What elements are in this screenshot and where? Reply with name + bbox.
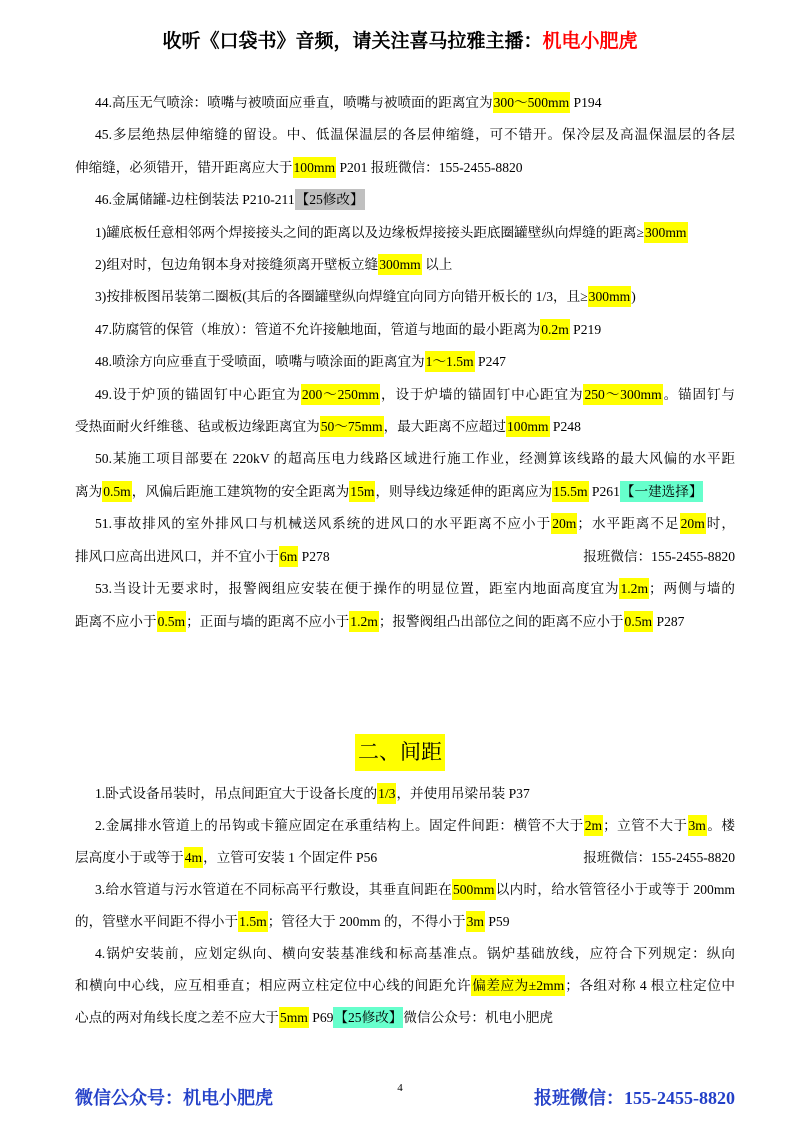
text-line [75, 573, 735, 605]
highlighted-value: 300mm [378, 254, 422, 275]
text-run: ，设于炉墙的锚固钉中心距宜为 [380, 386, 584, 402]
text-run: P194 [570, 95, 602, 110]
highlighted-value: 300mm [644, 222, 688, 243]
item-paragraph [75, 249, 735, 281]
text-run: P248 [549, 419, 581, 435]
text-run: 排风口应高出进风口，并不宜小于 [75, 548, 279, 564]
text-line [75, 217, 735, 249]
text-run: ；报警阀组凸出部位之间的距离不应小于 [378, 613, 624, 629]
item-paragraph [75, 184, 735, 216]
text-line [75, 606, 735, 638]
section-two-content [75, 778, 735, 1034]
text-run: 48.喷涂方向应垂直于受喷面，喷嘴与喷涂面的距离宜为 [95, 354, 425, 370]
text-line [75, 119, 735, 151]
highlighted-value: 【25修改】 [295, 189, 365, 210]
text-line [75, 778, 735, 810]
text-run: 50.某施工项目部要在 220kV 的超高压电力线路区域进行施工作业，经测算该线路的最大风偏的水平距 [95, 451, 735, 467]
text-run: 微信公众号：机电小肥虎 [403, 1010, 553, 1025]
text-run: ，最大距离不应超过 [383, 419, 506, 435]
highlighted-value: 3m [466, 911, 485, 932]
text-line [75, 508, 735, 540]
highlighted-value: 3m [688, 815, 707, 836]
highlighted-value: 1～1.5m [425, 351, 475, 372]
highlighted-value: 0.5m [102, 481, 132, 502]
text-line [75, 443, 735, 475]
item-paragraph [75, 87, 735, 119]
highlighted-value: 15.5m [552, 481, 588, 502]
item-paragraph [75, 217, 735, 249]
text-run: 2.金属排水管道上的吊钩或卡箍应固定在承重结构上。固定件间距：横管不大于 [95, 818, 584, 833]
text-run: ) [631, 289, 636, 305]
text-run: 心点的两对角线长度之差不应大于 [75, 1010, 279, 1025]
highlighted-value: 100mm [506, 416, 550, 437]
text-line [75, 87, 735, 119]
item-paragraph [75, 938, 735, 1034]
highlighted-value: 1.5m [238, 911, 268, 932]
contact-note: 报班微信：155-2455-8820 [583, 548, 735, 564]
text-line [75, 810, 735, 842]
page-header [0, 28, 800, 56]
section-one-content [75, 87, 735, 638]
text-run: ；两侧与墙的 [649, 581, 735, 597]
text-run: 3.给水管道与污水管道在不同标高平行敷设，其垂直间距在 [95, 882, 452, 897]
text-run: 距离不应小于 [75, 613, 157, 629]
item-paragraph [75, 346, 735, 378]
text-run: 伸缩缝，必须错开，错开距离应大于 [75, 159, 293, 175]
page-number: 4 [397, 1082, 403, 1094]
highlighted-value: 1/3 [377, 783, 396, 804]
highlighted-value: 4m [184, 847, 203, 868]
text-run: P278 [298, 548, 330, 564]
text-run: P247 [474, 354, 506, 370]
text-line [75, 184, 735, 216]
text-line [75, 541, 735, 573]
item-paragraph [75, 508, 735, 573]
text-line [75, 874, 735, 906]
text-line [75, 938, 735, 970]
item-paragraph [75, 281, 735, 313]
item-paragraph [75, 573, 735, 638]
text-run: 层高度小于或等于 [75, 850, 184, 865]
text-line [75, 379, 735, 411]
highlighted-value: 500mm [452, 879, 496, 900]
text-run: 53.当设计无要求时，报警阀组应安装在便于操作的明显位置，距室内地面高度宜为 [95, 581, 620, 597]
item-paragraph [75, 379, 735, 444]
text-run: ；各组对称 4 根立柱定位中 [565, 978, 736, 993]
text-run: 45.多层绝热层伸缩缝的留设。中、低温保温层的各层伸缩缝，可不错开。保冷层及高温保温层的各层 [95, 127, 735, 143]
text-run: 时， [705, 516, 736, 532]
highlighted-value: 6m [279, 546, 298, 567]
text-run: 。楼 [706, 818, 735, 833]
text-run: ；立管不大于 [603, 818, 688, 833]
highlighted-value: 50～75mm [320, 416, 384, 437]
text-line [75, 842, 735, 874]
text-run: 以上 [421, 257, 453, 273]
text-run: 4.锅炉安装前，应划定纵向、横向安装基准线和标高基准点。锅炉基础放线，应符合下列规定：纵向 [95, 946, 735, 961]
text-run: 44.高压无气喷涂：喷嘴与被喷面应垂直，喷嘴与被喷面的距离宜为 [95, 95, 493, 110]
text-run: ；水平距离不足 [577, 516, 680, 532]
text-run: 受热面耐火纤维毯、毡或板边缘距离宜为 [75, 419, 320, 435]
item-paragraph [75, 874, 735, 938]
text-run: P287 [653, 613, 685, 629]
text-line [75, 411, 735, 443]
highlighted-value: 5mm [279, 1007, 309, 1028]
footer-contact: 报班微信：155-2455-8820 [534, 1088, 735, 1108]
text-line [75, 314, 735, 346]
text-run: 2)组对时，包边角钢本身对接缝须离开壁板立缝 [95, 257, 379, 273]
text-run: 以内时，给水管管径小于或等于 200mm [495, 882, 735, 897]
text-run: ，立管可安装 1 个固定件 P56 [203, 850, 378, 865]
highlighted-value: 1.2m [349, 611, 379, 632]
item-paragraph [75, 778, 735, 810]
text-run: 1)罐底板任意相邻两个焊接接头之间的距离以及边缘板焊接接头距底圈罐壁纵向焊缝的距离≥ [95, 224, 644, 240]
text-run: 1.卧式设备吊装时，吊点间距宜大于设备长度的 [95, 786, 378, 801]
highlighted-value: 300mm [588, 286, 632, 307]
text-run: 3)按排板图吊装第二圈板(其后的各圈罐壁纵向焊缝宜向同方向错开板长的 1/3，且≥ [95, 289, 588, 305]
highlighted-value: 【25修改】 [333, 1007, 403, 1028]
section-two-heading [0, 734, 800, 771]
text-run: 47.防腐管的保管（堆放）：管道不允许接触地面，管道与地面的最小距离为 [95, 321, 541, 337]
item-paragraph [75, 810, 735, 874]
text-run: 49.设于炉顶的锚固钉中心距宜为 [95, 386, 301, 402]
highlighted-value: 200～250mm [301, 384, 380, 405]
highlighted-value: 0.5m [624, 611, 654, 632]
text-run: 51.事故排风的室外排风口与机械送风系统的进风口的水平距离不应小于 [95, 516, 552, 532]
text-line [75, 1002, 735, 1034]
text-line [75, 281, 735, 313]
highlighted-value: 偏差应为±2mm [471, 975, 565, 996]
highlighted-value: 100mm [293, 157, 337, 178]
text-run: P261 [588, 483, 620, 499]
header-prefix: 收听《口袋书》音频，请关注喜马拉雅主播： [162, 31, 543, 52]
footer-wechat-account: 微信公众号：机电小肥虎 [75, 1088, 273, 1108]
text-run: ，并使用吊梁吊装 P37 [396, 786, 530, 801]
highlighted-value: 1.2m [619, 578, 649, 599]
text-run: 。锚固钉与 [662, 386, 736, 402]
highlighted-value: 250～300mm [583, 384, 662, 405]
text-line [75, 476, 735, 508]
text-run: ；管径大于 200mm 的，不得小于 [267, 914, 466, 929]
text-run: P69 [308, 1010, 334, 1025]
text-run: P59 [484, 914, 510, 929]
text-line [75, 346, 735, 378]
text-run: 的，管壁水平间距不得小于 [75, 914, 239, 929]
text-run: ，风偏后距施工建筑物的安全距离为 [131, 483, 350, 499]
highlighted-value: 20m [551, 513, 577, 534]
text-line [75, 970, 735, 1002]
text-run: P201 报班微信：155-2455-8820 [336, 159, 523, 175]
highlighted-value: 【一建选择】 [620, 481, 704, 502]
text-line [75, 906, 735, 938]
header-anchor-name: 机电小肥虎 [542, 31, 638, 52]
text-run: 离为 [75, 483, 103, 499]
text-line [75, 152, 735, 184]
item-paragraph [75, 314, 735, 346]
text-run: 46.金属储罐-边柱倒装法 P210-211 [95, 192, 295, 208]
highlighted-value: 0.2m [540, 319, 570, 340]
text-run: ；正面与墙的距离不应小于 [186, 613, 350, 629]
item-paragraph [75, 119, 735, 184]
highlighted-value: 15m [349, 481, 375, 502]
highlighted-value: 300～500mm [493, 92, 571, 113]
text-run: 和横向中心线，应互相垂直；相应两立柱定位中心线的间距允许 [75, 978, 472, 993]
text-run: P219 [569, 321, 602, 337]
text-line [75, 249, 735, 281]
text-run: ，则导线边缘延伸的距离应为 [375, 483, 553, 499]
contact-note: 报班微信：155-2455-8820 [583, 850, 735, 865]
highlighted-value: 2m [584, 815, 603, 836]
highlighted-value: 0.5m [157, 611, 187, 632]
highlighted-value: 20m [680, 513, 706, 534]
section-two-title: 二、间距 [355, 734, 445, 771]
item-paragraph [75, 443, 735, 508]
